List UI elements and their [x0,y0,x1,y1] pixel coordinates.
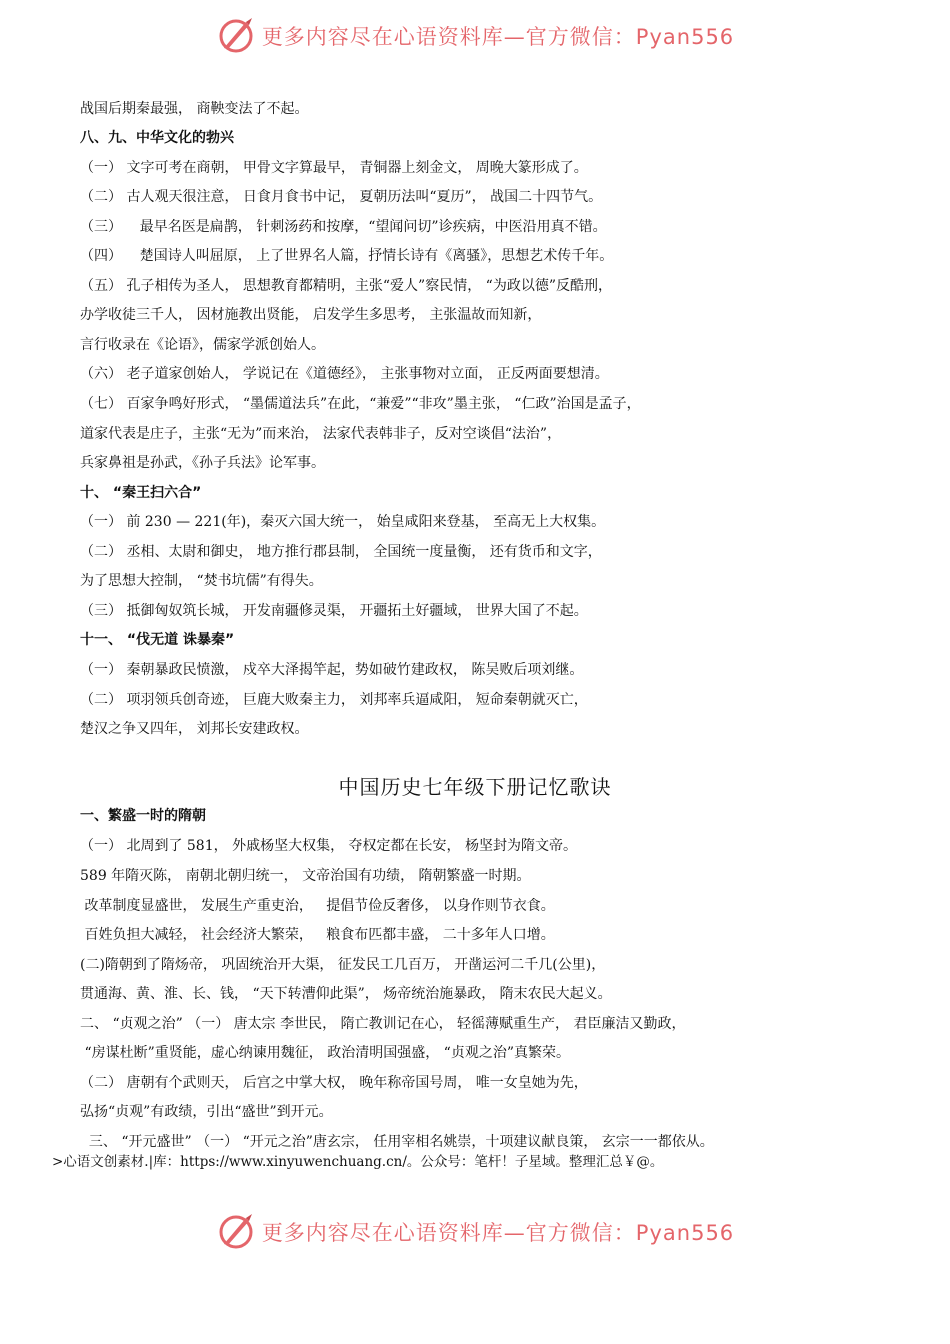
text-line: 战国后期秦最强， 商鞅变法了不起。 [80,101,309,117]
text-line: 楚汉之争又四年， 刘邦长安建政权。 [80,721,309,737]
quill-logo-icon [216,1212,256,1252]
text-line: 弘扬“贞观”有政绩，引出“盛世”到开元。 [80,1104,333,1120]
banner-text: 更多内容尽在心语资料库—官方微信：Pyan556 [261,1221,735,1245]
text-line: 三、 “开元盛世” （一） “开元之治”唐玄宗， 任用宰相名姚崇，十项建议献良策， 玄宗一一都依从。 [80,1134,714,1150]
text-line: （二） 项羽领兵创奇迹， 巨鹿大败秦主力， 刘邦率兵逼咸阳， 短命秦朝就灭亡， [80,692,588,708]
text-line: （五） 孔子相传为圣人， 思想教育都精明，主张“爱人”察民情， “为政以德”反酷刑， [80,278,612,294]
text-line: （一） 前 230 — 221(年)，秦灭六国大统一， 始皇咸阳来登基， 至高无上大权集。 [80,514,606,530]
text-line: （一） 北周到了 581， 外戚杨坚大权集， 夺权定都在长安， 杨坚封为隋文帝。 [80,838,577,854]
text-line: （四） 楚国诗人叫屈原， 上了世界名人篇，抒情长诗有《离骚》，思想艺术传千年。 [80,248,614,264]
section-heading: 八、九、中华文化的勃兴 [80,130,234,146]
text-line: （七） 百家争鸣好形式， “墨儒道法兵”在此，“兼爱”“非攻”墨主张， “仁政”治国是孟子， [80,396,641,412]
text-line: 贯通海、黄、淮、长、钱， “天下转漕仰此渠”， 炀帝统治施暴政， 隋末农民大起义。 [80,986,612,1002]
text-line: 589 年隋灭陈， 南朝北朝归统一， 文帝治国有功绩， 隋朝繁盛一时期。 [80,868,531,884]
text-line: （一） 文字可考在商朝， 甲骨文字算最早， 青铜器上刻金文， 周晚大篆形成了。 [80,160,588,176]
text-line: 兵家鼻祖是孙武，《孙子兵法》论军事。 [80,455,325,471]
banner-text: 更多内容尽在心语资料库—官方微信：Pyan556 [261,25,735,49]
text-line: “房谋杜断”重贤能，虚心纳谏用魏征， 政治清明国强盛， “贞观之治”真繁荣。 [80,1045,570,1061]
section-heading: 十一、 “伐无道 诛暴秦” [80,632,235,648]
text-line: 改革制度显盛世， 发展生产重吏治， 提倡节俭反奢侈， 以身作则节衣食。 [80,898,555,914]
text-line: 百姓负担大减轻， 社会经济大繁荣， 粮食布匹都丰盛， 二十多年人口增。 [80,927,555,943]
text-line: （三） 抵御匈奴筑长城， 开发南疆修灵渠， 开疆拓土好疆域， 世界大国了不起。 [80,603,588,619]
source-note: >心语文创素材.|库：https://www.xinyuwenchuang.cn/。公众号：笔杆！子星域。整理汇总￥@。 [52,1154,664,1170]
section-heading: 十、 “秦王扫六合” [80,485,202,501]
section-heading: 一、繁盛一时的隋朝 [80,808,206,824]
text-line: 言行收录在《论语》，儒家学派创始人。 [80,337,325,353]
text-line: （三） 最早名医是扁鹊， 针刺汤药和按摩，“望闻问切”诊疾病，中医沿用真不错。 [80,219,607,235]
text-line: （二） 丞相、太尉和御史， 地方推行郡县制， 全国统一度量衡， 还有货币和文字， [80,544,602,560]
text-line: (二)隋朝到了隋炀帝， 巩固统治开大渠， 征发民工几百万， 开凿运河二千几(公里)， [80,957,606,973]
text-line: （六） 老子道家创始人， 学说记在《道德经》， 主张事物对立面， 正反两面要想清。 [80,366,609,382]
footer-banner [0,1206,950,1258]
text-line: 二、 “贞观之治” （一） 唐太宗 李世民， 隋亡教训记在心， 轻徭薄赋重生产， 君臣廉洁又勤政， [80,1016,686,1032]
text-line: （一） 秦朝暴政民愤激， 戍卒大泽揭竿起，势如破竹建政权， 陈吴败后项刘继。 [80,662,584,678]
text-line: （二） 古人观天很注意， 日食月食书中记， 夏朝历法叫“夏历”， 战国二十四节气。 [80,189,603,205]
text-line: 为了思想大控制， “焚书坑儒”有得失。 [80,573,323,589]
page-title: 中国历史七年级下册记忆歌诀 [338,775,612,799]
text-line: （二） 唐朝有个武则天， 后宫之中掌大权， 晚年称帝国号周， 唯一女皇她为先， [80,1075,588,1091]
text-line: 办学收徒三千人， 因材施教出贤能， 启发学生多思考， 主张温故而知新， [80,307,542,323]
text-line: 道家代表是庄子，主张“无为”而来治， 法家代表韩非子，反对空谈倡“法治”， [80,426,562,442]
